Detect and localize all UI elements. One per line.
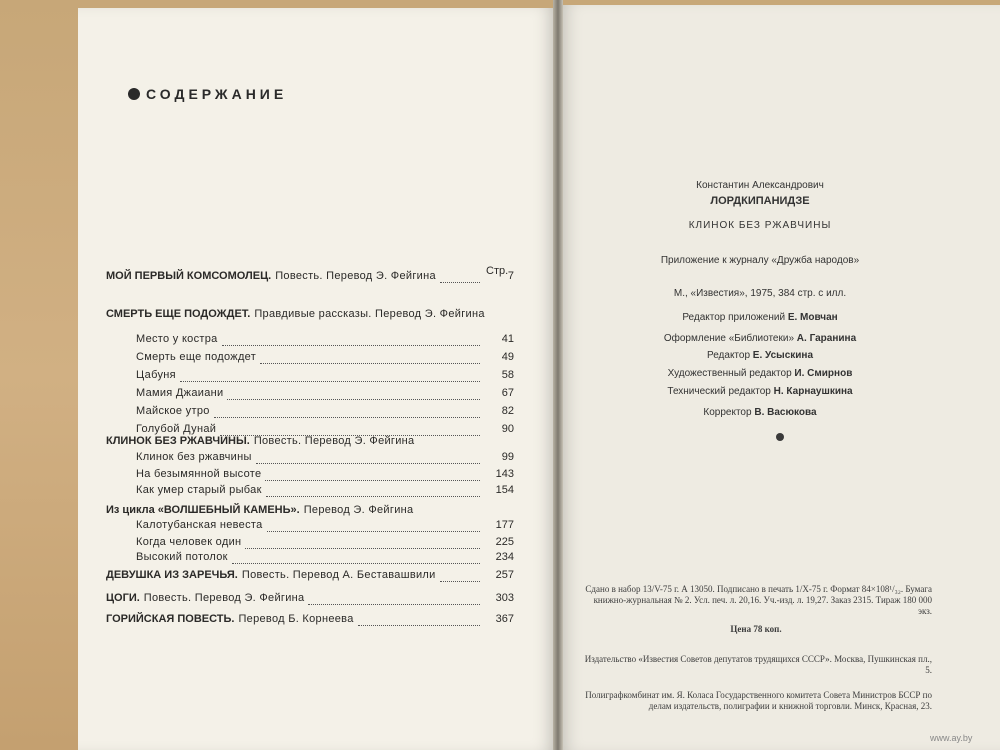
toc-entry-text: Калотубанская невеста <box>136 519 263 531</box>
toc-entry-text: Повесть. Перевод Э. Фейгина <box>143 592 305 604</box>
price: Цена 78 коп. <box>730 624 782 634</box>
toc-entry <box>132 351 514 367</box>
toc-page-number: 143 <box>495 468 514 480</box>
toc-entry-text: Цабуня <box>136 369 176 381</box>
toc-entry-title: ДЕВУШКА ИЗ ЗАРЕЧЬЯ. <box>106 569 238 581</box>
toc-leader-dots <box>227 399 480 400</box>
toc-entry-text: Правдивые рассказы. Перевод Э. Фейгина <box>254 308 485 320</box>
toc-entry <box>132 387 514 403</box>
toc-leader-dots <box>256 463 480 464</box>
toc-page-number: 49 <box>501 351 514 363</box>
toc-page-number: 303 <box>495 592 514 604</box>
credit-role: Редактор приложений <box>682 312 786 323</box>
toc-leader-dots <box>358 625 480 626</box>
toc-leader-dots <box>260 363 480 364</box>
toc-entry-text: Смерть еще подождет <box>136 351 257 363</box>
toc-entry-title: КЛИНОК БЕЗ РЖАВЧИНЫ. <box>106 435 250 447</box>
toc-leader-dots <box>267 531 480 532</box>
toc-entry <box>132 536 514 552</box>
bullet-icon <box>776 433 784 441</box>
toc-entry-text: Высокий потолок <box>136 551 228 563</box>
toc-entry <box>132 405 514 421</box>
bullet-icon <box>128 88 140 100</box>
book-gutter <box>553 0 563 750</box>
toc-page-number: 367 <box>495 613 514 625</box>
toc-entry-text: На безымянной высоте <box>136 468 262 480</box>
credit-name: В. Васюкова <box>754 407 817 418</box>
imprint-publisher: Издательство «Известия Советов депутатов трудящихся СССР». Москва, Пушкинская пл., 5. <box>584 654 932 675</box>
toc-entry <box>132 451 514 467</box>
toc-page-number: 257 <box>495 569 514 581</box>
toc-entry <box>106 504 514 520</box>
toc-page-number: 99 <box>501 451 514 463</box>
toc-entry-text: Повесть. Перевод А. Беставашвили <box>241 569 436 581</box>
toc-entry-text: Мамия Джаиани <box>136 387 224 399</box>
toc-entry <box>132 333 514 349</box>
toc-entry <box>106 592 514 608</box>
credit-name: Е. Усыскина <box>752 350 814 361</box>
toc-leader-dots <box>245 548 480 549</box>
toc-entry-text: Перевод Э. Фейгина <box>303 504 414 516</box>
credit-role: Оформление «Библиотеки» <box>663 333 795 344</box>
contents-heading-text: СОДЕРЖАНИЕ <box>146 86 288 102</box>
toc-entry <box>106 435 514 451</box>
credit-line <box>600 312 920 323</box>
imprint-printer: Полиграфкомбинат им. Я. Коласа Государственного комитета Совета Министров БССР по делам издательств, полиграфии и книжной торговли. Минск, Красная, 23. <box>585 690 932 711</box>
toc-entry-text: Перевод Б. Корнеева <box>238 613 354 625</box>
toc-entry-text: Голубой Дунай <box>136 423 217 435</box>
toc-page-number: 58 <box>501 369 514 381</box>
toc-page-number: 67 <box>501 387 514 399</box>
toc-leader-dots <box>440 282 480 283</box>
toc-leader-dots <box>308 604 480 605</box>
credit-role: Художественный редактор <box>667 368 792 379</box>
toc-leader-dots <box>214 417 480 418</box>
supplement-line: Приложение к журналу «Дружба народов» <box>660 255 860 266</box>
publication-line: М., «Известия», 1975, 384 стр. с илл. <box>673 288 847 299</box>
toc-entry-title: ЦОГИ. <box>106 592 140 604</box>
credit-role: Технический редактор <box>667 386 771 397</box>
toc-leader-dots <box>232 563 480 564</box>
toc-entry <box>132 551 514 567</box>
credit-line <box>600 350 920 361</box>
toc-entry <box>106 270 514 286</box>
watermark: www.ay.by <box>930 733 973 743</box>
toc-entry-title: МОЙ ПЕРВЫЙ КОМСОМОЛЕЦ. <box>106 270 272 282</box>
toc-entry <box>106 613 514 629</box>
credit-name: А. Гаранина <box>796 333 857 344</box>
toc-leader-dots <box>180 381 480 382</box>
toc-entry-text: Как умер старый рыбак <box>136 484 262 496</box>
toc-entry-title: СМЕРТЬ ЕЩЕ ПОДОЖДЕТ. <box>106 308 251 320</box>
credit-name: И. Смирнов <box>794 368 853 379</box>
toc-page-number: 154 <box>495 484 514 496</box>
toc-entry-text: Майское утро <box>136 405 210 417</box>
toc-entry-title: ГОРИЙСКАЯ ПОВЕСТЬ. <box>106 613 235 625</box>
author-name: Константин Александрович <box>696 180 824 191</box>
toc-page-number: 82 <box>501 405 514 417</box>
toc-page-number: 225 <box>495 536 514 548</box>
credit-line <box>600 368 920 379</box>
toc-leader-dots <box>265 480 480 481</box>
credit-name: Е. Мовчан <box>787 312 838 323</box>
toc-entry <box>106 308 514 324</box>
toc-page-number: 41 <box>501 333 514 345</box>
toc-entry-text: Клинок без ржавчины <box>136 451 252 463</box>
pages-label: Стр. <box>486 265 509 277</box>
toc-page-number: 234 <box>495 551 514 563</box>
toc-entry-text: Повесть. Перевод Э. Фейгина <box>275 270 436 282</box>
credit-role: Редактор <box>706 350 751 361</box>
book-title: КЛИНОК БЕЗ РЖАВЧИНЫ <box>688 220 832 231</box>
credit-line <box>600 407 920 418</box>
credit-line <box>600 386 920 397</box>
toc-entry <box>132 468 514 484</box>
toc-entry <box>132 369 514 385</box>
toc-page-number: 7 <box>507 270 514 282</box>
toc-entry-title: Из цикла «ВОЛШЕБНЫЙ КАМЕНЬ». <box>106 504 300 516</box>
toc-entry-text: Повесть. Перевод Э. Фейгина <box>253 435 415 447</box>
toc-entry <box>106 569 514 585</box>
imprint-print-data: Сдано в набор 13/V-75 г. А 13050. Подписано в печать 1/X-75 г. Формат 84×108¹/₃₂. Бумага книжно-журнальная № 2. Усл. печ. л. 20,16. Уч.-изд. л. 19,27. Заказ 2315. Тираж 180 000 экз. <box>585 584 932 616</box>
toc-entry <box>132 484 514 500</box>
credit-line <box>600 333 920 344</box>
author-surname: ЛОРДКИПАНИДЗЕ <box>710 195 810 207</box>
toc-leader-dots <box>440 581 480 582</box>
credit-role: Корректор <box>703 407 752 418</box>
toc-entry <box>132 519 514 535</box>
toc-entry-text: Место у костра <box>136 333 218 345</box>
toc-page-number: 177 <box>495 519 514 531</box>
toc-leader-dots <box>266 496 480 497</box>
toc-page-number: 90 <box>501 423 514 435</box>
toc-entry-text: Когда человек один <box>136 536 242 548</box>
credit-name: Н. Карнаушкина <box>773 386 853 397</box>
contents-heading <box>128 86 287 102</box>
toc-leader-dots <box>222 345 480 346</box>
